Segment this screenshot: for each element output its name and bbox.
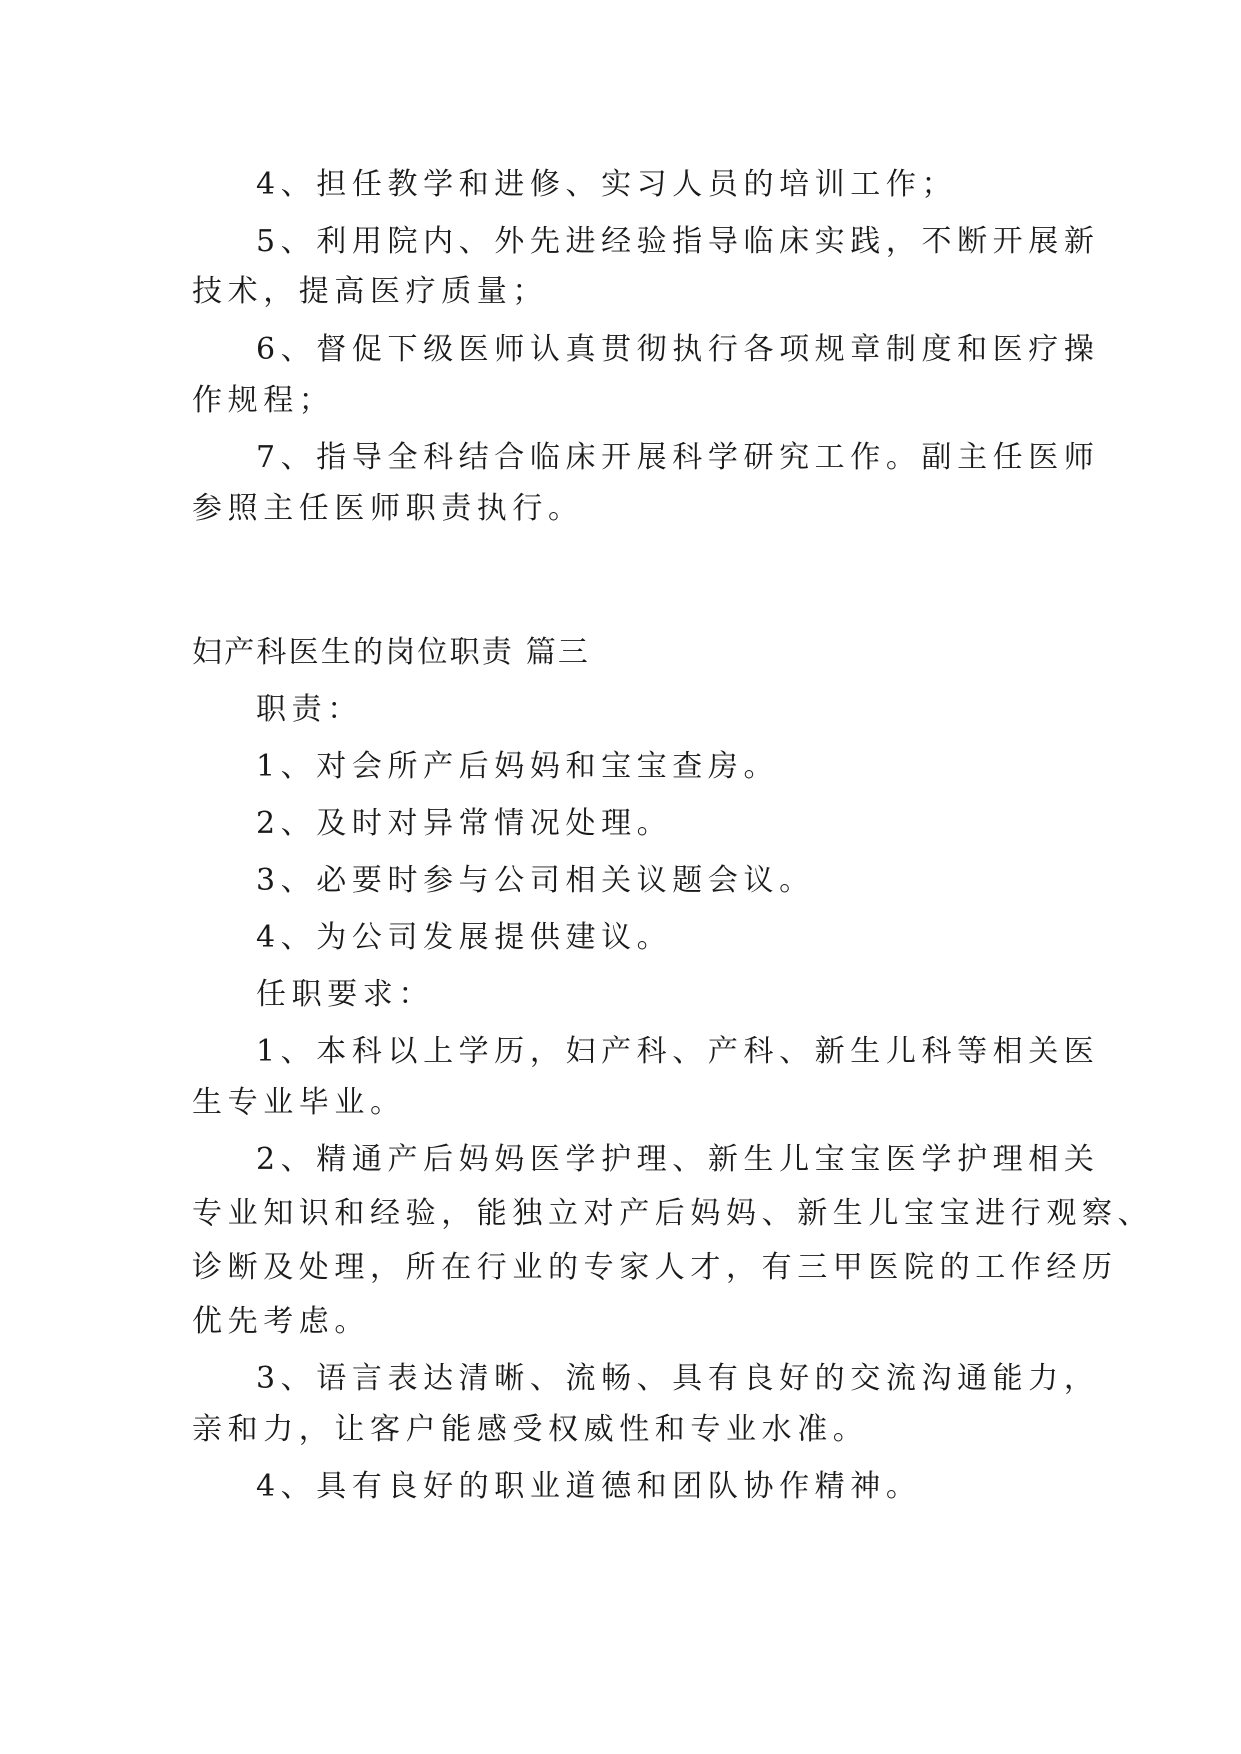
- paragraph-line: 任职要求：: [256, 977, 434, 1012]
- paragraph-line: 2、精通产后妈妈医学护理、新生儿宝宝医学护理相关: [256, 1142, 1100, 1177]
- paragraph-line: 作规程；: [192, 383, 335, 418]
- paragraph-line: 4、担任教学和进修、实习人员的培训工作；: [256, 167, 958, 202]
- paragraph-line: 优先考虑。: [192, 1304, 370, 1339]
- paragraph-line: 7、指导全科结合临床开展科学研究工作。副主任医师: [256, 440, 1100, 475]
- paragraph-line: 生专业毕业。: [192, 1085, 406, 1120]
- paragraph-line: 4、为公司发展提供建议。: [256, 920, 673, 955]
- section-heading: 妇产科医生的岗位职责 篇三: [192, 635, 591, 670]
- paragraph-line: 诊断及处理，所在行业的专家人才，有三甲医院的工作经历: [192, 1250, 1118, 1285]
- paragraph-line: 5、利用院内、外先进经验指导临床实践，不断开展新: [256, 224, 1100, 259]
- paragraph-line: 1、本科以上学历，妇产科、产科、新生儿科等相关医: [256, 1034, 1100, 1069]
- paragraph-line: 3、必要时参与公司相关议题会议。: [256, 863, 815, 898]
- paragraph-line: 亲和力，让客户能感受权威性和专业水准。: [192, 1412, 869, 1447]
- paragraph-line: 参照主任医师职责执行。: [192, 491, 584, 526]
- paragraph-line: 专业知识和经验，能独立对产后妈妈、新生儿宝宝进行观察、: [192, 1196, 1154, 1231]
- paragraph-line: 1、对会所产后妈妈和宝宝查房。: [256, 749, 780, 784]
- paragraph-line: 职责：: [256, 692, 363, 727]
- paragraph-line: 4、具有良好的职业道德和团队协作精神。: [256, 1469, 922, 1504]
- paragraph-line: 3、语言表达清晰、流畅、具有良好的交流沟通能力，: [256, 1361, 1100, 1396]
- paragraph-line: 2、及时对异常情况处理。: [256, 806, 673, 841]
- paragraph-line: 技术，提高医疗质量；: [192, 274, 548, 309]
- paragraph-line: 6、督促下级医师认真贯彻执行各项规章制度和医疗操: [256, 332, 1100, 367]
